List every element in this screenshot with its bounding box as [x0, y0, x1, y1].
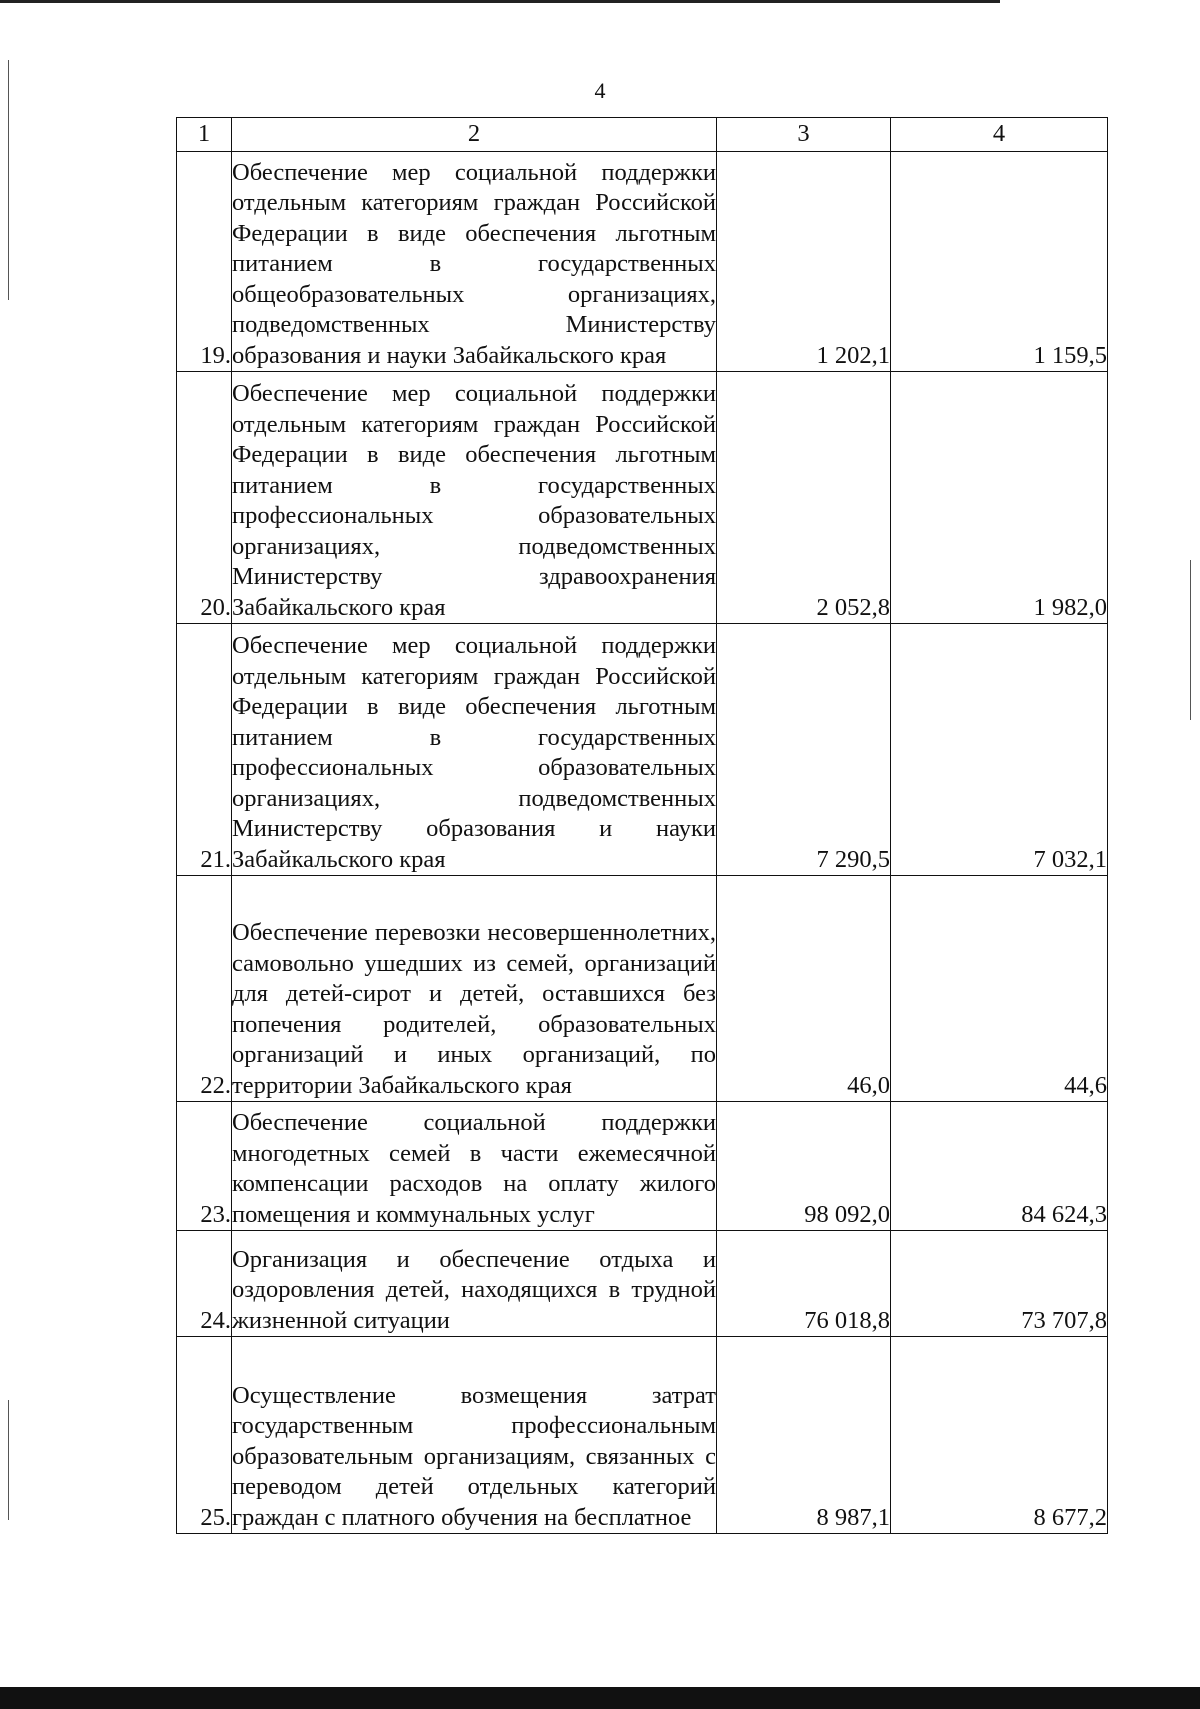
- row-number: 21.: [177, 624, 232, 876]
- row-value-col4: 8 677,2: [891, 1337, 1108, 1534]
- row-description: Организация и обеспечение отдыха и оздоровления детей, находящихся в трудной жизненной ситуации: [232, 1231, 717, 1337]
- page-number: 4: [594, 78, 606, 103]
- row-value-col4: 44,6: [891, 876, 1108, 1102]
- row-number: 19.: [177, 152, 232, 372]
- table-row: [177, 1337, 1108, 1534]
- scan-margin-mark: [8, 1400, 9, 1520]
- row-description: Обеспечение социальной поддержки многодетных семей в части ежемесячной компенсации расходов на оплату жилого помещения и коммунальных услуг: [232, 1102, 717, 1231]
- budget-table: [176, 117, 1108, 1534]
- row-value-col3: 46,0: [717, 876, 891, 1102]
- row-number: 20.: [177, 372, 232, 624]
- table-header-row: [177, 118, 1108, 152]
- row-value-col4: 84 624,3: [891, 1102, 1108, 1231]
- row-description: Обеспечение мер социальной поддержки отдельным категориям граждан Российской Федерации в виде обеспечения льготным питанием в государственных общеобразовательных организациях, подведомственных Министерству образования и науки Забайкальского края: [232, 152, 717, 372]
- row-value-col4: 73 707,8: [891, 1231, 1108, 1337]
- header-cell-2: 2: [232, 118, 717, 152]
- row-number: 25.: [177, 1337, 232, 1534]
- scan-edge-top: [0, 0, 1000, 3]
- row-value-col4: 1 982,0: [891, 372, 1108, 624]
- row-value-col3: 98 092,0: [717, 1102, 891, 1231]
- scan-margin-mark: [1190, 560, 1191, 720]
- row-value-col4: 7 032,1: [891, 624, 1108, 876]
- scan-edge-bottom: [0, 1687, 1200, 1709]
- row-value-col3: 7 290,5: [717, 624, 891, 876]
- row-number: 24.: [177, 1231, 232, 1337]
- row-description: Обеспечение перевозки несовершеннолетних, самовольно ушедших из семей, организаций для детей-сирот и детей, оставшихся без попечения родителей, образовательных организаций и иных организаций, по территории Забайкальского края: [232, 876, 717, 1102]
- row-description: Осуществление возмещения затрат государственным профессиональным образовательным организациям, связанных с переводом детей отдельных категорий граждан с платного обучения на бесплатное: [232, 1337, 717, 1534]
- row-value-col3: 2 052,8: [717, 372, 891, 624]
- table-row: [177, 372, 1108, 624]
- row-value-col3: 76 018,8: [717, 1231, 891, 1337]
- header-cell-4: 4: [891, 118, 1108, 152]
- table-row: [177, 152, 1108, 372]
- table-row: [177, 1231, 1108, 1337]
- header-cell-3: 3: [717, 118, 891, 152]
- table-row: [177, 624, 1108, 876]
- header-cell-1: 1: [177, 118, 232, 152]
- row-description: Обеспечение мер социальной поддержки отдельным категориям граждан Российской Федерации в виде обеспечения льготным питанием в государственных профессиональных образовательных организациях, подведомственных Министерству здравоохранения Забайкальского края: [232, 372, 717, 624]
- row-value-col3: 8 987,1: [717, 1337, 891, 1534]
- table-row: [177, 1102, 1108, 1231]
- row-number: 22.: [177, 876, 232, 1102]
- row-number: 23.: [177, 1102, 232, 1231]
- row-value-col4: 1 159,5: [891, 152, 1108, 372]
- row-description: Обеспечение мер социальной поддержки отдельным категориям граждан Российской Федерации в виде обеспечения льготным питанием в государственных профессиональных образовательных организациях, подведомственных Министерству образования и науки Забайкальского края: [232, 624, 717, 876]
- row-value-col3: 1 202,1: [717, 152, 891, 372]
- table-row: [177, 876, 1108, 1102]
